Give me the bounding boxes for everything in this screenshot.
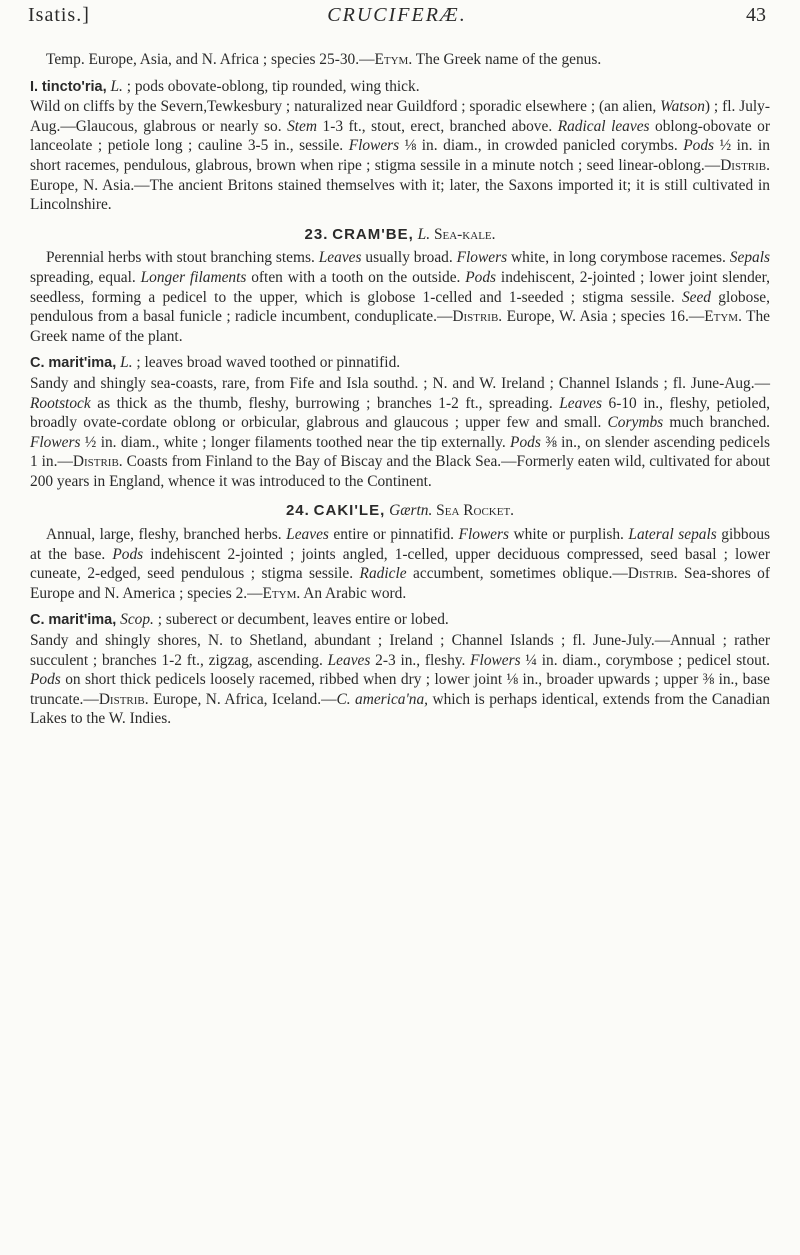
species-description-cakile-maritima: Sandy and shingly shores, N. to Shetland, abundant ; Ireland ; Channel Islands ; fl. June-July.—Annual ; rather succulent ; branches 1-2 ft., zigzag, ascending. Leaves 2-3 in., fleshy. Flowers ¼ in. diam., corymbose ; pedicel stout. Pods on short thick pedicels loosely racemed, ribbed when dry ; lower joint ⅛ in., broader upwards ; upper ⅜ in., base truncate.—Distrib. Europe, N. Africa, Iceland.—C. america'na, which is perhaps identical, extends from the Canadian Lakes to the W. Indies. xyxy=(30,632,770,728)
genus-description-cakile: Annual, large, fleshy, branched herbs. Leaves entire or pinnatifid. Flowers white or purplish. Lateral sepals gibbous at the base. Pods indehiscent 2-jointed ; joints angled, 1-celled, upper deciduous compressed, seed basal ; lower cuneate, 2-edged, seed pendulous ; stigma sessile. Radicle accumbent, sometimes oblique.—Distrib. Sea-shores of Europe and N. America ; species 2.—Etym. An Arabic word. xyxy=(30,526,771,602)
genus-heading-crambe: 23. CRAM'BE, L. Sea-kale. xyxy=(304,225,496,243)
species-heading-crambe-maritima: C. marit'ima, L. ; leaves broad waved toothed or pinnatifid. xyxy=(30,354,401,372)
running-header xyxy=(28,0,766,30)
running-title: CRUCIFERÆ. xyxy=(327,4,467,26)
species-heading-cakile-maritima: C. marit'ima, Scop. ; suberect or decumbent, leaves entire or lobed. xyxy=(30,611,449,629)
genus-heading-cakile: 24. CAKI'LE, Gærtn. Sea Rocket. xyxy=(285,502,515,520)
genus-isatis-continuation: Temp. Europe, Asia, and N. Africa ; species 25-30.—Etym. The Greek name of the genus. xyxy=(46,51,602,68)
genus-description-crambe: Perennial herbs with stout branching stems. Leaves usually broad. Flowers white, in long corymbose racemes. Sepals spreading, equal. Longer filaments often with a tooth on the outside. Pods indehiscent, 2-jointed ; lower joint slender, seedless, forming a pedicel to the upper, which is globose 1-celled and 1-seeded ; stigma sessile. Seed globose, pendulous from a basal funicle ; radicle incumbent, conduplicate.—Distrib. Europe, W. Asia ; species 16.—Etym. The Greek name of the plant. xyxy=(30,249,770,345)
species-heading-isatis-tinctoria: I. tincto'ria, L. ; pods obovate-oblong, tip rounded, wing thick. xyxy=(30,77,420,95)
page-body xyxy=(30,50,770,729)
species-description-isatis-tinctoria: Wild on cliffs by the Severn,Tewkesbury ; naturalized near Guildford ; sporadic elsewhere ; (an alien, Watson) ; fl. July-Aug.—Glaucous, glabrous or nearly so. Stem 1-3 ft., stout, erect, branched above. Radical leaves oblong-obovate or lanceolate ; petiole long ; cauline 3-5 in., sessile. Flowers ⅛ in. diam., in crowded panicled corymbs. Pods ½ in. in short racemes, pendulous, glabrous, brown when ripe ; stigma sessile in a minute notch ; seed linear-oblong.—Distrib. Europe, N. Asia.—The ancient Britons stained themselves with it; later, the Saxons imported it; it is still cultivated in Lincolnshire. xyxy=(30,98,770,214)
section-marker: Isatis.] xyxy=(28,4,90,26)
page-number: 43 xyxy=(746,4,766,26)
species-description-crambe-maritima: Sandy and shingly sea-coasts, rare, from Fife and Isla southd. ; N. and W. Ireland ; Channel Islands ; fl. June-Aug.—Rootstock as thick as the thumb, fleshy, burrowing ; branches 1-2 ft., spreading. Leaves 6-10 in., fleshy, petioled, broadly ovate-cordate oblong or orbicular, glabrous and glaucous ; upper few and small. Corymbs much branched. Flowers ½ in. diam., white ; longer filaments toothed near the tip externally. Pods ⅜ in., on slender ascending pedicels 1 in.—Distrib. Coasts from Finland to the Bay of Biscay and the Black Sea.—Formerly eaten wild, cultivated for about 200 years in England, whence it was introduced to the Continent. xyxy=(30,374,770,490)
